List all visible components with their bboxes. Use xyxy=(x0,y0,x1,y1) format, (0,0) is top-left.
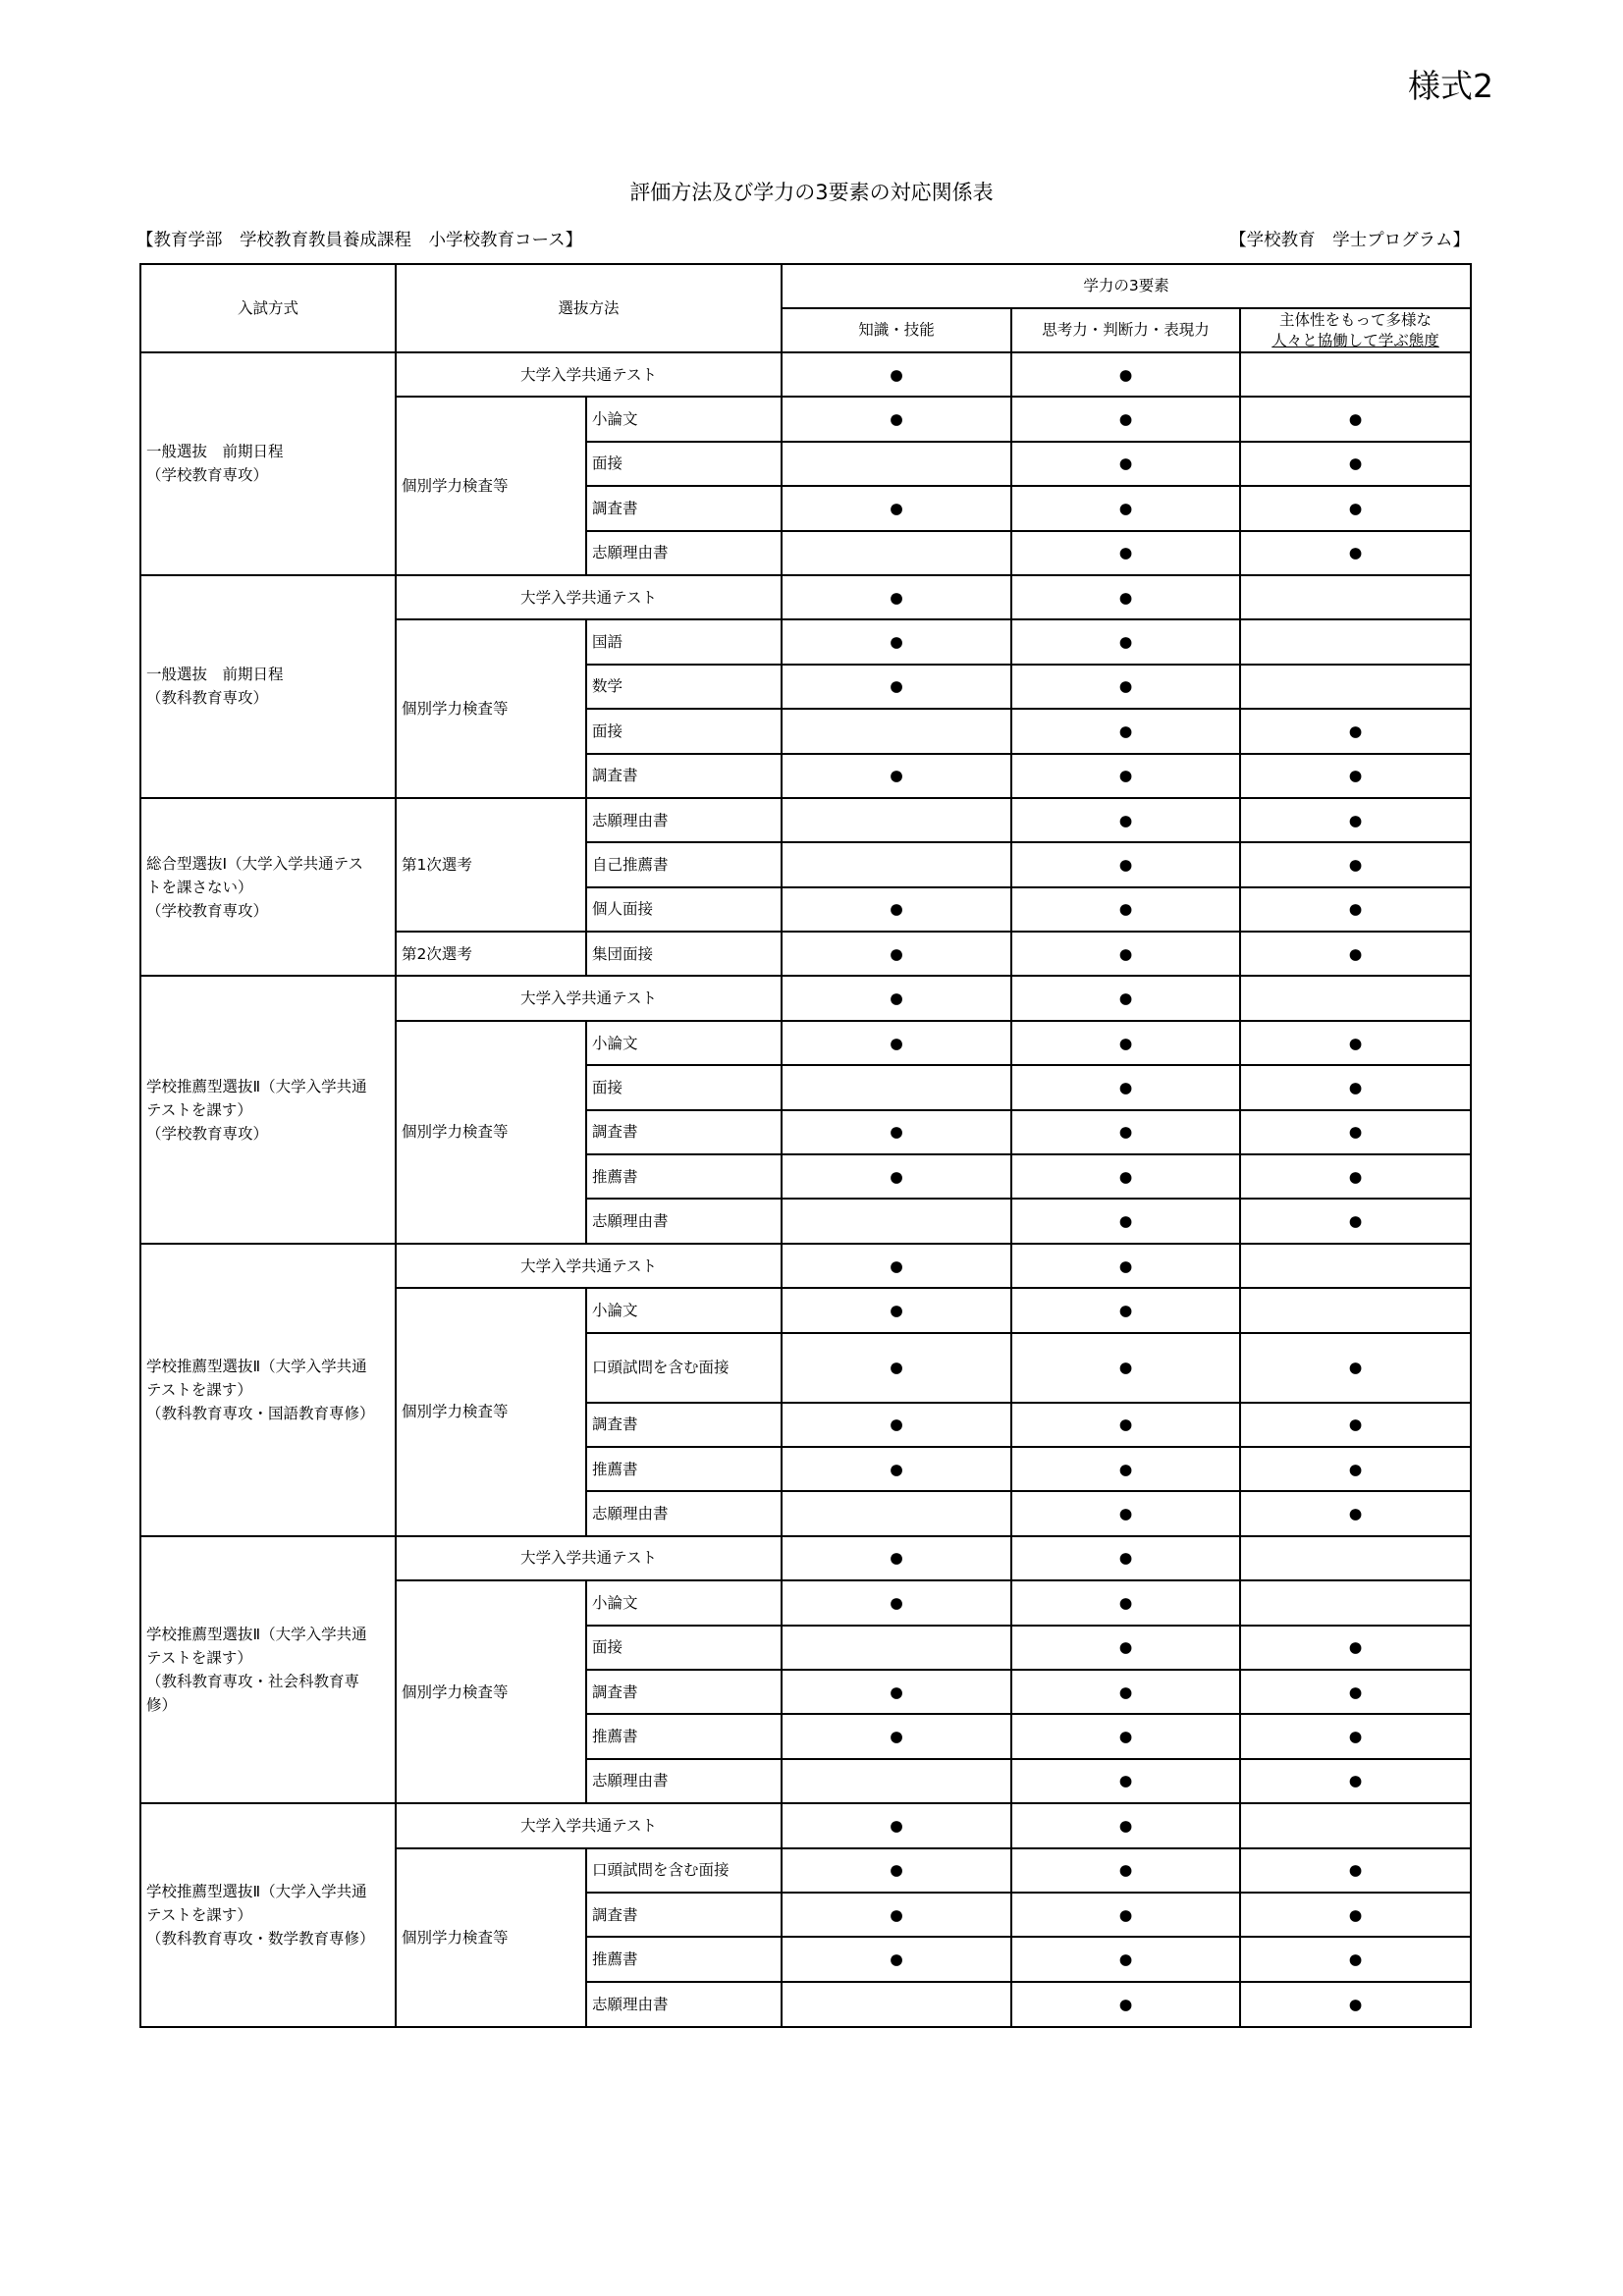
mark-cell-knowledge xyxy=(782,1580,1011,1625)
mark-dot: ● xyxy=(1118,1505,1133,1523)
method-label: 小論文 xyxy=(586,1580,782,1625)
method-label: 調査書 xyxy=(586,754,782,798)
mark-dot: ● xyxy=(1348,1415,1363,1434)
mark-cell-knowledge xyxy=(782,1714,1011,1758)
mark-dot: ● xyxy=(890,410,903,429)
mark-dot: ● xyxy=(1118,1728,1133,1746)
common-test-label: 大学入学共通テスト xyxy=(396,1536,782,1580)
mark-cell-attitude xyxy=(1240,1403,1471,1447)
mark-dot: ● xyxy=(1118,1359,1133,1377)
mark-dot: ● xyxy=(1348,454,1363,473)
group-label: 個別学力検査等 xyxy=(396,1021,586,1244)
document-title: 評価方法及び学力の3要素の対応関係表 xyxy=(629,181,994,204)
admission-method-line: 学校推薦型選抜Ⅱ（大学入学共通 xyxy=(146,1357,367,1375)
method-label: 小論文 xyxy=(586,1021,782,1065)
mark-cell-knowledge xyxy=(782,754,1011,798)
mark-cell-attitude xyxy=(1240,709,1471,753)
mark-dot: ● xyxy=(1118,1415,1133,1434)
stage-label: 第2次選考 xyxy=(396,932,586,976)
mark-dot: ● xyxy=(1348,855,1363,874)
mark-cell-knowledge xyxy=(782,1244,1011,1288)
mark-cell-thinking xyxy=(1011,1110,1240,1154)
method-label: 志願理由書 xyxy=(586,1199,782,1243)
mark-dot: ● xyxy=(890,1593,903,1612)
mark-cell-thinking xyxy=(1011,1893,1240,1937)
mark-dot: ● xyxy=(890,1682,903,1701)
mark-dot: ● xyxy=(890,900,903,919)
group-label: 個別学力検査等 xyxy=(396,1580,586,1803)
admission-method-line: 総合型選抜Ⅰ（大学入学共通テス xyxy=(146,854,363,873)
method-label: 面接 xyxy=(586,1626,782,1670)
mark-cell-thinking xyxy=(1011,1288,1240,1332)
mark-cell-thinking xyxy=(1011,575,1240,619)
mark-dot: ● xyxy=(1118,1949,1133,1968)
mark-dot: ● xyxy=(1348,1505,1363,1523)
mark-dot: ● xyxy=(1118,1682,1133,1701)
admission-method-line: 学校推薦型選抜Ⅱ（大学入学共通 xyxy=(146,1077,367,1095)
mark-cell-knowledge xyxy=(782,932,1011,976)
mark-cell-thinking xyxy=(1011,665,1240,709)
mark-dot: ● xyxy=(1118,721,1133,740)
group-label: 個別学力検査等 xyxy=(396,397,586,575)
mark-cell-knowledge xyxy=(782,976,1011,1020)
mark-cell-attitude xyxy=(1240,1536,1471,1580)
mark-dot: ● xyxy=(890,1816,903,1835)
mark-dot: ● xyxy=(1348,1949,1363,1968)
mark-cell-knowledge xyxy=(782,486,1011,530)
mark-dot: ● xyxy=(890,1359,903,1377)
mark-dot: ● xyxy=(1348,1460,1363,1478)
mark-dot: ● xyxy=(1118,1593,1133,1612)
mark-cell-attitude xyxy=(1240,531,1471,575)
mark-cell-thinking xyxy=(1011,754,1240,798)
method-label: 志願理由書 xyxy=(586,531,782,575)
mark-dot: ● xyxy=(1118,1078,1133,1096)
mark-cell-attitude xyxy=(1240,1982,1471,2028)
mark-cell-knowledge xyxy=(782,1021,1011,1065)
mark-cell-attitude xyxy=(1240,754,1471,798)
mark-cell-attitude xyxy=(1240,1244,1471,1288)
common-test-label: 大学入学共通テスト xyxy=(396,575,782,619)
mark-dot: ● xyxy=(1118,633,1133,652)
mark-dot: ● xyxy=(890,1167,903,1186)
mark-cell-thinking xyxy=(1011,1536,1240,1580)
mark-dot: ● xyxy=(1348,1638,1363,1657)
method-label: 志願理由書 xyxy=(586,1491,782,1535)
mark-dot: ● xyxy=(1348,544,1363,562)
admission-method-line: 一般選抜 前期日程 xyxy=(146,443,284,461)
mark-cell-knowledge xyxy=(782,1065,1011,1109)
method-label: 国語 xyxy=(586,619,782,664)
header-selection: 選抜方法 xyxy=(396,264,782,352)
method-label: 推薦書 xyxy=(586,1714,782,1758)
mark-cell-knowledge xyxy=(782,1759,1011,1803)
mark-cell-knowledge xyxy=(782,1288,1011,1332)
mark-cell-knowledge xyxy=(782,1447,1011,1491)
mark-cell-attitude xyxy=(1240,1199,1471,1243)
mark-cell-attitude xyxy=(1240,1893,1471,1937)
mark-cell-thinking xyxy=(1011,1403,1240,1447)
mark-dot: ● xyxy=(1348,1728,1363,1746)
mark-dot: ● xyxy=(1118,1995,1133,2013)
stage-label: 第1次選考 xyxy=(396,798,586,932)
mark-dot: ● xyxy=(1348,1078,1363,1096)
method-label: 面接 xyxy=(586,709,782,753)
method-label: 数学 xyxy=(586,665,782,709)
mark-dot: ● xyxy=(890,1123,903,1142)
mark-cell-attitude xyxy=(1240,932,1471,976)
mark-cell-thinking xyxy=(1011,531,1240,575)
method-label: 志願理由書 xyxy=(586,1982,782,2028)
program-label: 【学校教育 学士プログラム】 xyxy=(1229,231,1470,250)
method-label: 志願理由書 xyxy=(586,798,782,842)
mark-dot: ● xyxy=(890,989,903,1008)
header-attitude-line1: 主体性をもって多様な xyxy=(1279,310,1433,329)
group-label: 個別学力検査等 xyxy=(396,1288,586,1536)
mark-dot: ● xyxy=(890,1460,903,1478)
method-label: 小論文 xyxy=(586,1288,782,1332)
mark-dot: ● xyxy=(890,1415,903,1434)
mark-cell-knowledge xyxy=(782,1893,1011,1937)
mark-dot: ● xyxy=(1348,900,1363,919)
mark-cell-thinking xyxy=(1011,1759,1240,1803)
mark-dot: ● xyxy=(890,1905,903,1924)
mark-cell-knowledge xyxy=(782,798,1011,842)
table-row xyxy=(140,798,1471,842)
method-label: 調査書 xyxy=(586,1403,782,1447)
mark-cell-attitude xyxy=(1240,352,1471,397)
mark-dot: ● xyxy=(1118,1301,1133,1319)
mark-dot: ● xyxy=(1118,811,1133,829)
admission-method-line: テストを課す） xyxy=(146,1100,252,1119)
mark-dot: ● xyxy=(890,767,903,785)
table-row xyxy=(140,976,1471,1020)
admission-method-line: （教科教育専攻・国語教育専修） xyxy=(146,1404,375,1422)
mark-dot: ● xyxy=(1348,1034,1363,1052)
mark-cell-knowledge xyxy=(782,1403,1011,1447)
mark-cell-knowledge xyxy=(782,531,1011,575)
mark-cell-thinking xyxy=(1011,1154,1240,1199)
admission-method-line: （学校教育専攻） xyxy=(146,1124,269,1143)
method-label: 調査書 xyxy=(586,1110,782,1154)
mark-cell-attitude xyxy=(1240,442,1471,486)
mark-dot: ● xyxy=(890,944,903,963)
mark-cell-knowledge xyxy=(782,442,1011,486)
mark-cell-thinking xyxy=(1011,798,1240,842)
mark-cell-thinking xyxy=(1011,1626,1240,1670)
admission-method-line: トを課さない） xyxy=(146,878,253,896)
method-label: 個人面接 xyxy=(586,887,782,932)
mark-cell-attitude xyxy=(1240,976,1471,1020)
mark-dot: ● xyxy=(1348,721,1363,740)
mark-cell-knowledge xyxy=(782,1848,1011,1893)
mark-cell-thinking xyxy=(1011,932,1240,976)
mark-cell-knowledge xyxy=(782,887,1011,932)
mark-cell-knowledge xyxy=(782,709,1011,753)
mark-dot: ● xyxy=(1348,1123,1363,1142)
mark-cell-attitude xyxy=(1240,1670,1471,1714)
table-row xyxy=(140,1803,1471,1847)
mark-cell-thinking xyxy=(1011,1803,1240,1847)
mark-cell-attitude xyxy=(1240,665,1471,709)
table-row xyxy=(140,1536,1471,1580)
admission-method-line: （学校教育専攻） xyxy=(146,901,269,920)
mark-dot: ● xyxy=(1118,1861,1133,1880)
mark-dot: ● xyxy=(1118,1460,1133,1478)
mark-cell-attitude xyxy=(1240,1065,1471,1109)
mark-cell-attitude xyxy=(1240,842,1471,886)
mark-dot: ● xyxy=(1118,1212,1133,1231)
mark-dot: ● xyxy=(890,365,903,384)
header-attitude-line2: 人々と協働して学ぶ態度 xyxy=(1271,331,1439,349)
table-row xyxy=(140,575,1471,619)
mark-cell-attitude xyxy=(1240,887,1471,932)
mark-cell-knowledge xyxy=(782,1110,1011,1154)
mark-cell-knowledge xyxy=(782,1199,1011,1243)
mark-cell-knowledge xyxy=(782,842,1011,886)
mark-cell-attitude xyxy=(1240,619,1471,664)
mark-dot: ● xyxy=(890,588,903,607)
mark-cell-attitude xyxy=(1240,486,1471,530)
mark-dot: ● xyxy=(890,677,903,696)
table-row xyxy=(140,352,1471,397)
admission-method xyxy=(140,976,396,1243)
mark-dot: ● xyxy=(890,1728,903,1746)
admission-method-line: 学校推薦型選抜Ⅱ（大学入学共通 xyxy=(146,1625,367,1643)
mark-dot: ● xyxy=(1118,900,1133,919)
header-attitude xyxy=(1240,308,1471,352)
mark-dot: ● xyxy=(1118,1256,1133,1275)
admission-method-line: （教科教育専攻・社会科教育専 xyxy=(146,1672,360,1690)
mark-cell-attitude xyxy=(1240,1021,1471,1065)
method-label: 推薦書 xyxy=(586,1154,782,1199)
mark-cell-attitude xyxy=(1240,1447,1471,1491)
mark-cell-knowledge xyxy=(782,575,1011,619)
mark-cell-knowledge xyxy=(782,1333,1011,1403)
mark-dot: ● xyxy=(1118,1167,1133,1186)
mark-cell-knowledge xyxy=(782,665,1011,709)
mark-cell-thinking xyxy=(1011,397,1240,441)
mark-cell-attitude xyxy=(1240,1333,1471,1403)
mark-cell-attitude xyxy=(1240,1154,1471,1199)
admission-method xyxy=(140,575,396,798)
mark-dot: ● xyxy=(1348,1167,1363,1186)
mark-dot: ● xyxy=(1118,499,1133,517)
mark-dot: ● xyxy=(1118,855,1133,874)
mark-dot: ● xyxy=(1348,1359,1363,1377)
admission-method xyxy=(140,1536,396,1803)
mark-dot: ● xyxy=(1348,410,1363,429)
header-thinking: 思考力・判断力・表現力 xyxy=(1011,308,1240,352)
admission-method-line: 一般選抜 前期日程 xyxy=(146,666,284,684)
admission-method-line: テストを課す） xyxy=(146,1906,252,1925)
mark-cell-knowledge xyxy=(782,1536,1011,1580)
mark-cell-thinking xyxy=(1011,1199,1240,1243)
common-test-label: 大学入学共通テスト xyxy=(396,1803,782,1847)
mark-cell-knowledge xyxy=(782,1670,1011,1714)
mark-cell-attitude xyxy=(1240,1491,1471,1535)
method-label: 調査書 xyxy=(586,486,782,530)
admission-method-line: 修） xyxy=(146,1695,178,1714)
admission-method-line: テストを課す） xyxy=(146,1648,252,1667)
admission-method-line: （教科教育専攻・数学教育専修） xyxy=(146,1930,375,1949)
mark-cell-knowledge xyxy=(782,1937,1011,1981)
mark-dot: ● xyxy=(1348,1995,1363,2013)
mark-cell-thinking xyxy=(1011,887,1240,932)
mark-cell-thinking xyxy=(1011,1982,1240,2028)
method-label: 口頭試問を含む面接 xyxy=(586,1848,782,1893)
mark-cell-knowledge xyxy=(782,397,1011,441)
mark-cell-thinking xyxy=(1011,1714,1240,1758)
mark-cell-thinking xyxy=(1011,1333,1240,1403)
group-label: 個別学力検査等 xyxy=(396,619,586,798)
mark-dot: ● xyxy=(1348,811,1363,829)
mark-cell-attitude xyxy=(1240,1288,1471,1332)
method-label: 自己推薦書 xyxy=(586,842,782,886)
mark-dot: ● xyxy=(1348,1212,1363,1231)
mark-cell-attitude xyxy=(1240,1626,1471,1670)
mark-dot: ● xyxy=(890,1549,903,1568)
admission-method-line: 学校推薦型選抜Ⅱ（大学入学共通 xyxy=(146,1883,367,1901)
mark-dot: ● xyxy=(1348,1682,1363,1701)
admission-method xyxy=(140,798,396,977)
common-test-label: 大学入学共通テスト xyxy=(396,352,782,397)
method-label: 調査書 xyxy=(586,1893,782,1937)
mark-dot: ● xyxy=(1118,1549,1133,1568)
mark-cell-attitude xyxy=(1240,798,1471,842)
mark-cell-attitude xyxy=(1240,1714,1471,1758)
method-label: 推薦書 xyxy=(586,1447,782,1491)
mark-dot: ● xyxy=(1348,1861,1363,1880)
common-test-label: 大学入学共通テスト xyxy=(396,976,782,1020)
evaluation-table xyxy=(139,263,1472,2028)
admission-method xyxy=(140,1244,396,1536)
mark-dot: ● xyxy=(1118,544,1133,562)
form-number: 様式2 xyxy=(1408,67,1493,105)
admission-method xyxy=(140,352,396,575)
mark-cell-attitude xyxy=(1240,575,1471,619)
mark-cell-knowledge xyxy=(782,619,1011,664)
mark-dot: ● xyxy=(1118,588,1133,607)
mark-cell-thinking xyxy=(1011,1491,1240,1535)
mark-cell-thinking xyxy=(1011,1447,1240,1491)
mark-cell-knowledge xyxy=(782,1803,1011,1847)
method-label: 小論文 xyxy=(586,397,782,441)
header-knowledge: 知識・技能 xyxy=(782,308,1011,352)
mark-dot: ● xyxy=(890,1949,903,1968)
mark-cell-knowledge xyxy=(782,352,1011,397)
header-row xyxy=(140,264,1471,308)
department-label: 【教育学部 学校教育教員養成課程 小学校教育コース】 xyxy=(136,231,583,250)
admission-method-line: （学校教育専攻） xyxy=(146,466,269,485)
mark-cell-knowledge xyxy=(782,1154,1011,1199)
mark-dot: ● xyxy=(890,633,903,652)
mark-dot: ● xyxy=(1118,410,1133,429)
mark-cell-knowledge xyxy=(782,1491,1011,1535)
mark-cell-thinking xyxy=(1011,709,1240,753)
mark-cell-thinking xyxy=(1011,842,1240,886)
mark-dot: ● xyxy=(890,1861,903,1880)
mark-dot: ● xyxy=(1118,1638,1133,1657)
mark-cell-thinking xyxy=(1011,442,1240,486)
admission-method-line: テストを課す） xyxy=(146,1380,252,1399)
mark-dot: ● xyxy=(1118,767,1133,785)
mark-cell-attitude xyxy=(1240,1110,1471,1154)
admission-method-line: （教科教育専攻） xyxy=(146,689,269,708)
mark-dot: ● xyxy=(1118,1816,1133,1835)
mark-cell-thinking xyxy=(1011,352,1240,397)
mark-cell-thinking xyxy=(1011,1065,1240,1109)
mark-dot: ● xyxy=(1118,944,1133,963)
mark-dot: ● xyxy=(1118,454,1133,473)
mark-cell-attitude xyxy=(1240,1803,1471,1847)
mark-dot: ● xyxy=(890,499,903,517)
method-label: 口頭試問を含む面接 xyxy=(586,1333,782,1403)
mark-dot: ● xyxy=(1118,677,1133,696)
mark-cell-thinking xyxy=(1011,1937,1240,1981)
mark-dot: ● xyxy=(1118,1772,1133,1790)
mark-dot: ● xyxy=(1118,365,1133,384)
mark-cell-attitude xyxy=(1240,397,1471,441)
mark-dot: ● xyxy=(1118,1905,1133,1924)
mark-dot: ● xyxy=(1118,1123,1133,1142)
method-label: 集団面接 xyxy=(586,932,782,976)
mark-cell-attitude xyxy=(1240,1937,1471,1981)
mark-dot: ● xyxy=(890,1301,903,1319)
method-label: 調査書 xyxy=(586,1670,782,1714)
mark-dot: ● xyxy=(890,1034,903,1052)
mark-cell-thinking xyxy=(1011,1848,1240,1893)
header-elements-group: 学力の3要素 xyxy=(782,264,1471,308)
mark-dot: ● xyxy=(1348,1772,1363,1790)
header-admission: 入試方式 xyxy=(140,264,396,352)
table-row xyxy=(140,1244,1471,1288)
mark-dot: ● xyxy=(1348,944,1363,963)
mark-cell-attitude xyxy=(1240,1580,1471,1625)
method-label: 面接 xyxy=(586,1065,782,1109)
mark-dot: ● xyxy=(1348,767,1363,785)
mark-cell-attitude xyxy=(1240,1759,1471,1803)
mark-cell-thinking xyxy=(1011,1244,1240,1288)
mark-cell-attitude xyxy=(1240,1848,1471,1893)
group-label: 個別学力検査等 xyxy=(396,1848,586,2028)
admission-method xyxy=(140,1803,396,2027)
method-label: 推薦書 xyxy=(586,1937,782,1981)
mark-dot: ● xyxy=(1348,1905,1363,1924)
common-test-label: 大学入学共通テスト xyxy=(396,1244,782,1288)
mark-cell-thinking xyxy=(1011,1670,1240,1714)
method-label: 面接 xyxy=(586,442,782,486)
mark-cell-thinking xyxy=(1011,1021,1240,1065)
method-label: 志願理由書 xyxy=(586,1759,782,1803)
mark-dot: ● xyxy=(890,1256,903,1275)
mark-cell-knowledge xyxy=(782,1626,1011,1670)
mark-dot: ● xyxy=(1118,1034,1133,1052)
mark-cell-knowledge xyxy=(782,1982,1011,2028)
mark-cell-thinking xyxy=(1011,486,1240,530)
mark-cell-thinking xyxy=(1011,619,1240,664)
mark-cell-thinking xyxy=(1011,1580,1240,1625)
mark-dot: ● xyxy=(1118,989,1133,1008)
mark-dot: ● xyxy=(1348,499,1363,517)
mark-cell-thinking xyxy=(1011,976,1240,1020)
